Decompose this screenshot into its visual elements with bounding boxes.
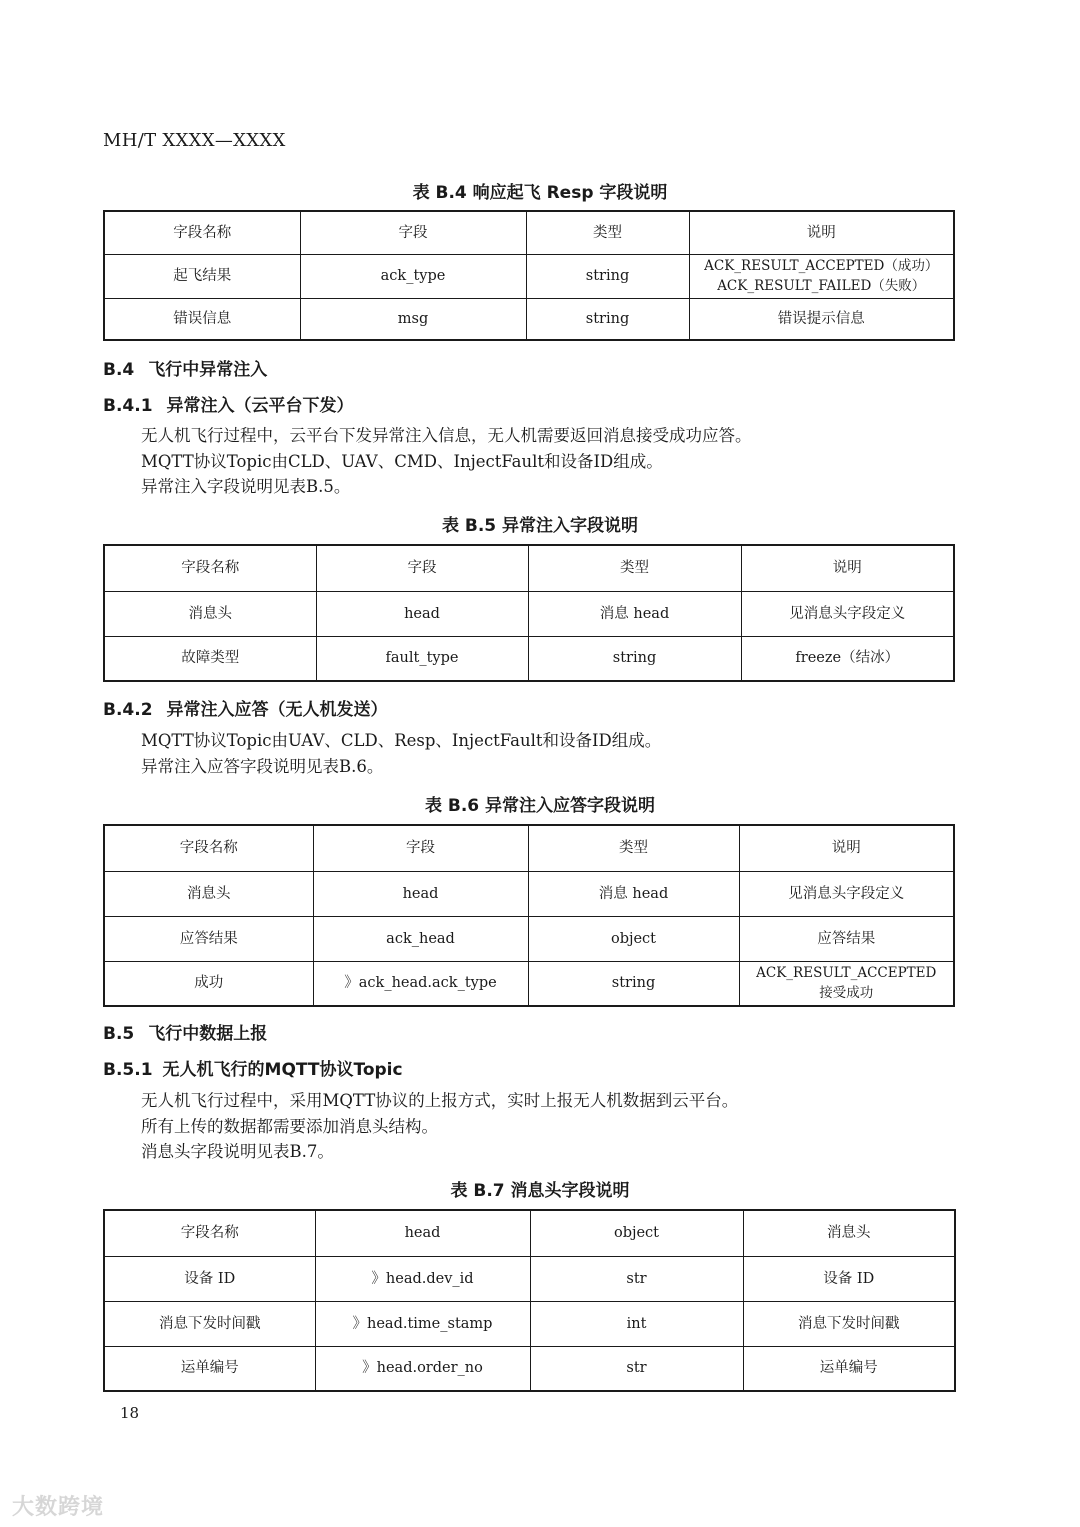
- table-cell: string: [528, 636, 741, 681]
- header-cell: 字段名称: [104, 545, 316, 591]
- table-cell: int: [530, 1301, 743, 1346]
- table-cell: 消息下发时间戳: [743, 1301, 955, 1346]
- table-cell: 应答结果: [104, 916, 313, 961]
- table-cell: 起飞结果: [104, 254, 300, 298]
- table-cell: head: [313, 871, 528, 916]
- table-row: [104, 871, 954, 916]
- header-cell: 说明: [739, 825, 954, 871]
- header-cell: 说明: [741, 545, 954, 591]
- table-cell: 消息头: [104, 591, 316, 636]
- section-title: 飞行中异常注入: [148, 360, 268, 380]
- table-b7-caption: 表 B.7 消息头字段说明: [450, 1181, 630, 1201]
- table-cell: ack_type: [300, 254, 526, 298]
- table-cell: 消息下发时间戳: [104, 1301, 315, 1346]
- table-cell: fault_type: [316, 636, 528, 681]
- table-cell: 》ack_head.ack_type: [313, 961, 528, 1006]
- table-header-row: [104, 211, 954, 254]
- section-number: B.4: [103, 360, 135, 380]
- table-cell: ack_head: [313, 916, 528, 961]
- text-line: MQTT协议Topic由UAV、CLD、Resp、InjectFault和设备ID组成。: [141, 731, 662, 750]
- table-cell: 见消息头字段定义: [741, 591, 954, 636]
- table-header-row: [104, 1210, 955, 1256]
- table-cell: 》head.dev_id: [315, 1256, 530, 1301]
- table-b4-caption: 表 B.4 响应起飞 Resp 字段说明: [412, 183, 668, 203]
- table-cell: 应答结果: [739, 916, 954, 961]
- table-cell: object: [528, 916, 739, 961]
- section-heading: [103, 355, 267, 380]
- text-line: 无人机飞行过程中，采用MQTT协议的上报方式，实时上报无人机数据到云平台。: [141, 1091, 739, 1110]
- table-header-row: [104, 545, 954, 591]
- subsection-heading: [103, 391, 354, 416]
- table-b7: [103, 1209, 956, 1392]
- table-row: [104, 1256, 955, 1301]
- table-row: [104, 636, 954, 681]
- table-cell: 消息 head: [528, 871, 739, 916]
- header-cell: object: [530, 1210, 743, 1256]
- table-b4: [103, 210, 955, 341]
- table-cell: head: [316, 591, 528, 636]
- table-cell: freeze（结冰）: [741, 636, 954, 681]
- text-line: 异常注入应答字段说明见表B.6。: [141, 756, 384, 776]
- table-cell: msg: [300, 298, 526, 340]
- table-cell: [689, 254, 954, 298]
- header-cell: 类型: [528, 825, 739, 871]
- text-line: 所有上传的数据都需要添加消息头结构。: [141, 1116, 438, 1136]
- table-cell: string: [526, 254, 689, 298]
- section-number: B.4.2: [103, 700, 153, 720]
- cell-line: ACK_RESULT_ACCEPTED: [756, 965, 937, 982]
- section-title: 异常注入应答（无人机发送）: [166, 700, 388, 720]
- text-line: MQTT协议Topic由CLD、UAV、CMD、InjectFault和设备ID组成。: [141, 451, 663, 471]
- text-line: 无人机飞行过程中，云平台下发异常注入信息，无人机需要返回消息接受成功应答。: [141, 426, 752, 445]
- table-cell: str: [530, 1346, 743, 1391]
- table-row: [104, 1346, 955, 1391]
- table-row: [104, 1301, 955, 1346]
- paragraph: [141, 1088, 738, 1165]
- table-cell: [739, 961, 954, 1006]
- table-cell: 消息 head: [528, 591, 741, 636]
- header-cell: 说明: [689, 211, 954, 254]
- header-cell: 字段: [316, 545, 528, 591]
- header-cell: 字段名称: [104, 1210, 315, 1256]
- watermark: 大数跨境: [12, 1495, 105, 1520]
- header-cell: 字段名称: [104, 825, 313, 871]
- table-cell: string: [528, 961, 739, 1006]
- section-number: B.5: [103, 1024, 135, 1044]
- table-b6: [103, 824, 955, 1007]
- table-cell: 设备 ID: [743, 1256, 955, 1301]
- text-line: 消息头字段说明见表B.7。: [141, 1142, 334, 1161]
- section-title: 飞行中数据上报: [148, 1024, 268, 1044]
- table-cell: 错误提示信息: [689, 298, 954, 340]
- table-cell: string: [526, 298, 689, 340]
- table-cell: 错误信息: [104, 298, 300, 340]
- document-code: MH/T XXXX—XXXX: [103, 130, 286, 151]
- page-number: 18: [120, 1404, 140, 1422]
- subsection-heading: [103, 695, 388, 720]
- table-cell: 成功: [104, 961, 313, 1006]
- section-number: B.4.1: [103, 396, 153, 416]
- cell-line: ACK_RESULT_ACCEPTED（成功）: [704, 258, 939, 274]
- table-row: [104, 254, 954, 298]
- table-cell: 运单编号: [743, 1346, 955, 1391]
- section-number: B.5.1: [103, 1060, 153, 1080]
- table-cell: 故障类型: [104, 636, 316, 681]
- header-cell: 字段: [313, 825, 528, 871]
- paragraph: [141, 423, 752, 500]
- table-cell: 消息头: [104, 871, 313, 916]
- paragraph: [141, 728, 661, 779]
- table-b6-caption: 表 B.6 异常注入应答字段说明: [424, 796, 656, 816]
- table-cell: 》head.time_stamp: [315, 1301, 530, 1346]
- header-cell: 消息头: [743, 1210, 955, 1256]
- table-row: [104, 591, 954, 636]
- table-row: [104, 961, 954, 1006]
- header-cell: 类型: [528, 545, 741, 591]
- section-title: 异常注入（云平台下发）: [166, 396, 354, 416]
- table-cell: 运单编号: [104, 1346, 315, 1391]
- table-cell: 设备 ID: [104, 1256, 315, 1301]
- section-title: 无人机飞行的MQTT协议Topic: [162, 1060, 403, 1080]
- table-cell: 见消息头字段定义: [739, 871, 954, 916]
- table-header-row: [104, 825, 954, 871]
- table-b5: [103, 544, 955, 682]
- cell-line: ACK_RESULT_FAILED（失败）: [717, 278, 926, 294]
- table-cell: 》head.order_no: [315, 1346, 530, 1391]
- table-b5-caption: 表 B.5 异常注入字段说明: [441, 516, 639, 536]
- table-cell: str: [530, 1256, 743, 1301]
- table-row: [104, 298, 954, 340]
- section-heading: [103, 1019, 267, 1044]
- header-cell: 字段: [300, 211, 526, 254]
- header-cell: head: [315, 1210, 530, 1256]
- table-row: [104, 916, 954, 961]
- header-cell: 字段名称: [104, 211, 300, 254]
- text-line: 异常注入字段说明见表B.5。: [141, 477, 351, 496]
- cell-line: 接受成功: [819, 985, 874, 1002]
- header-cell: 类型: [526, 211, 689, 254]
- subsection-heading: [103, 1055, 403, 1080]
